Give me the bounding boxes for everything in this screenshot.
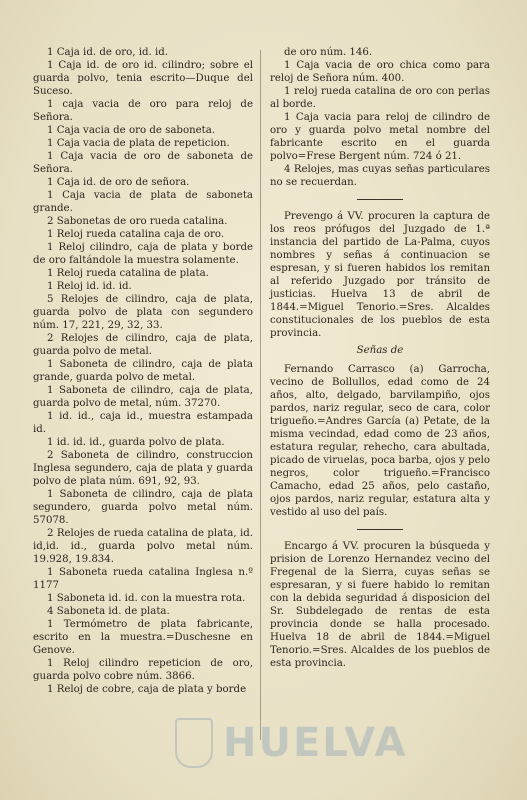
inventory-entry: 1 Caja id. de oro de señora. [47,177,190,188]
coat-of-arms-icon [175,718,213,768]
inventory-entry: 1 Reloj cilindro, caja de plata y borde de oro faltándole la muestra solamente. [33,242,253,266]
archive-watermark [175,718,407,768]
inventory-entry: 1 Saboneta de cilindro, caja de plata grande, guarda polvo de metal. [33,359,253,383]
section-rule [357,199,403,200]
inventory-entry: de oro núm. 146. [284,47,373,58]
inventory-entry: 2 Relojes de rueda catalina de plata, id. id,id. id., guarda polvo metal núm. 19.928, 19.834. [33,528,253,565]
inventory-entry: 1 Termómetro de plata fabricante, escrito en la muestra.=Duschesne en Genove. [33,619,253,656]
inventory-entry: 1 Caja vacia de oro de saboneta. [47,125,216,136]
inventory-entry: 1 Caja vacia de oro de saboneta de Señora. [33,151,253,175]
inventory-entry: 4 Relojes, mas cuyas señas particulares no se recuerdan. [270,164,490,188]
watermark-text: HUELVA [223,720,408,766]
inventory-entry: 1 Saboneta de cilindro, caja de plata, guarda polvo de metal, núm. 37270. [33,385,253,409]
inventory-entry: 1 caja vacia de oro para reloj de Señora. [33,99,253,123]
inventory-entry: 1 Saboneta de cilindro, caja de plata segundero, guarda polvo metal núm. 57078. [33,489,253,526]
inventory-entry: 1 Saboneta id. id. con la muestra rota. [47,593,246,604]
inventory-entry: 1 Reloj rueda catalina de plata. [47,268,209,279]
inventory-entry: 4 Saboneta id. de plata. [47,606,170,617]
capture-notice: Prevengo á VV. procuren la captura de los reos prófugos del Juzgado de 1.ª instancia del partido de La-Palma, cuyos nombres y señas á continuacion se espresan, y si fueren habidos los remitan al referido Juzgado por tránsito de justicias. Huelva 13 de abril de 1844.=Miguel Tenorio.=Sres. Alcaldes constitucionales de los pueblos de esta provincia. [270,211,490,339]
inventory-entry: 1 Caja id. de oro id. cilindro; sobre el guarda polvo, tenia escrito—Duque del Suceso. [33,60,253,97]
fugitive-descriptions: Fernando Carrasco (a) Garrocha, vecino de Bollullos, edad como de 24 años, alto, delgado, barvilampiño, ojos pardos, nariz regular, seco de cara, color trigueño.=Andres García (a) Petate, de la misma vecindad, edad como de 23 años, estatura regular, rehecho, cara abultada, picado de viruelas, poca barba, ojos y pelo negros, color trigueño.=Francisco Camacho, edad 25 años, pelo castaño, ojos pardos, nariz regular, estatura alta y vestido al uso del país. [270,364,490,518]
inventory-entry: 1 Caja vacia para reloj de cilindro de oro y guarda polvo metal nombre del fabricante escrito en el guarda polvo=Frese Bergent núm. 724 ó 21. [270,112,490,162]
inventory-entry: 2 Saboneta de cilindro, construccion Inglesa segundero, caja de plata y guarda polvo de plata núm. 691, 92, 93. [33,450,253,487]
inventory-entry: 1 reloj rueda catalina de oro con perlas al borde. [270,86,490,110]
inventory-entry: 1 Caja vacia de oro chica como para reloj de Señora núm. 400. [270,60,490,84]
inventory-entry: 1 Saboneta rueda catalina Inglesa n.º 1177 [33,567,253,591]
inventory-entry: 1 id. id., caja id., muestra estampada id. [33,411,253,435]
inventory-entry: 1 Reloj id. id. id. [47,281,132,292]
inventory-entry: 2 Sabonetas de oro rueda catalina. [47,216,228,227]
inventory-entry: 5 Relojes de cilindro, caja de plata, guarda polvo de plata con segundero núm. 17, 221, 29, 32, 33. [33,294,253,331]
section-rule [357,529,403,530]
inventory-entry: 2 Relojes de cilindro, caja de plata, guarda polvo de metal. [33,333,253,357]
inventory-entry: 1 Caja id. de oro, id. id. [47,47,168,58]
inventory-entry: 1 Caja vacia de plata de saboneta grande. [33,190,253,214]
inventory-entry: 1 Reloj cilindro repeticion de oro, guarda polvo cobre núm. 3866. [33,658,253,682]
inventory-entry: 1 Caja vacia de plata de repeticion. [47,138,230,149]
senas-heading: Señas de [356,345,404,356]
inventory-continued [270,46,490,189]
inventory-entry: 1 Reloj de cobre, caja de plata y borde [47,684,247,695]
inventory-entry: 1 Reloj rueda catalina caja de oro. [47,229,225,240]
inventory-entry: 1 id. id. id., guarda polvo de plata. [47,437,225,448]
right-column [270,46,490,670]
search-notice: Encargo á VV. procuren la búsqueda y prision de Lorenzo Hernandez vecino del Fregenal de la Sierra, cuyas señas se espresaran, y si fuere habido lo remitan con la debida seguridad á disposicion del Sr. Subdelegado de rentas de esta provincia donde se halla procesado. Huelva 18 de abril de 1844.=Miguel Tenorio.=Sres. Alcaldes de los pueblos de esta provincia. [270,541,490,669]
left-column [33,46,253,696]
column-divider [260,50,261,740]
